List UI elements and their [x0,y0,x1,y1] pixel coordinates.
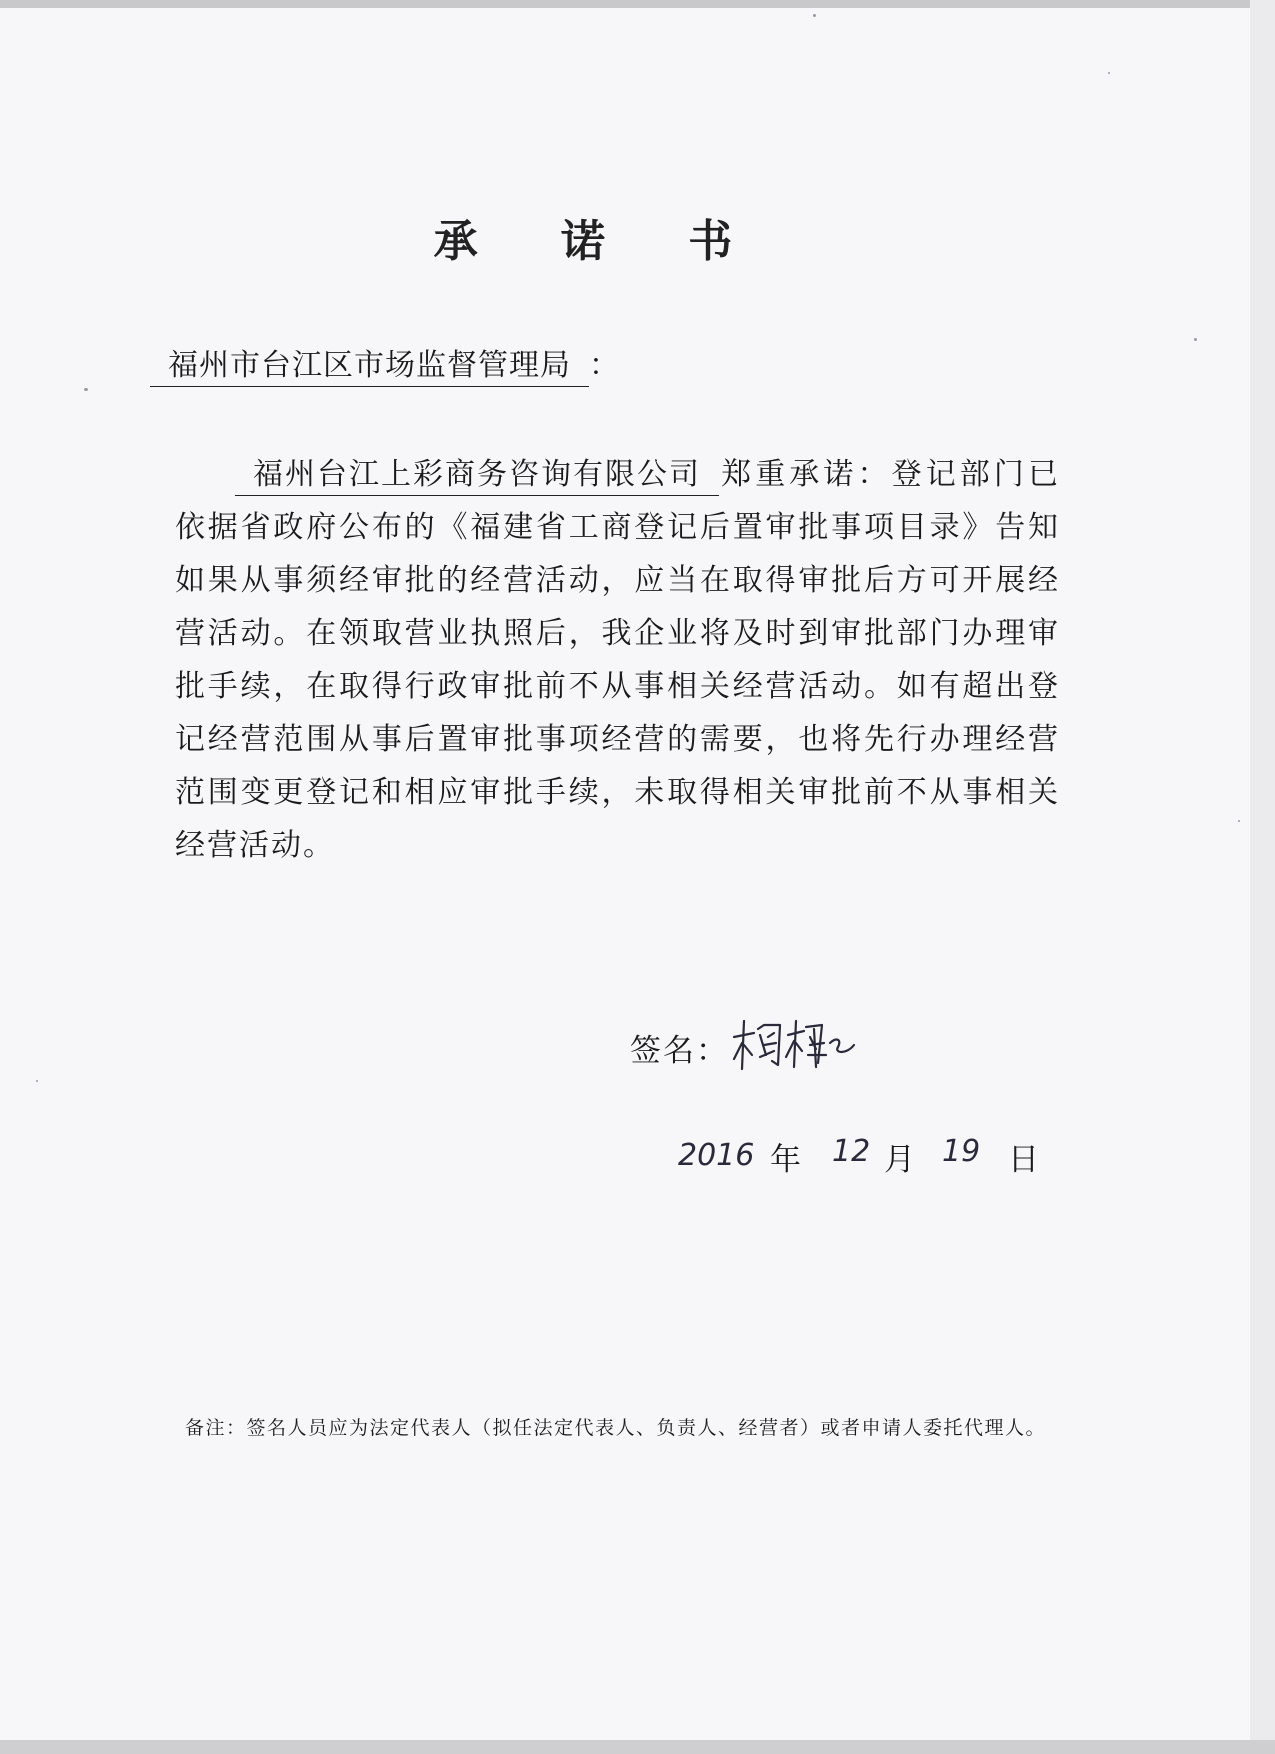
document-title: 承 诺 书 [433,216,767,267]
addressee-colon: ： [589,348,620,383]
date-day-handwritten: 19 [942,1134,981,1169]
remarks-note: 备注：签名人员应为法定代表人（拟任法定代表人、负责人、经营者）或者申请人委托代理人。 [185,1417,1047,1439]
addressee-line [168,340,620,387]
date-year-label: 年 [770,1142,801,1178]
commitment-text: 郑重承诺：登记部门已依据省政府公布的《福建省工商登记后置审批事项目录》告知如果从事须经审批的经营活动，应当在取得审批后方可开展经营活动。在领取营业执照后，我企业将及时到审批部门办理审批手续，在取得行政审批前不从事相关经营活动。如有超出登记经营范围从事后置审批事项经营的需要，也将先行办理经营范围变更登记和相应审批手续，未取得相关审批前不从事相关经营活动。 [175,457,1060,863]
scan-edge-bottom [0,1740,1275,1754]
date-month-handwritten: 12 [832,1134,871,1169]
company-name: 福州台江上彩商务咨询有限公司 [235,455,719,496]
date-day-label: 日 [1008,1142,1039,1178]
commitment-body [175,448,1060,872]
addressee-name: 福州市台江区市场监督管理局 [150,340,589,387]
date-year-handwritten: 2016 [678,1138,755,1173]
signature-scribble [730,1015,860,1075]
scan-edge-top [0,0,1275,8]
date-month-label: 月 [884,1142,915,1178]
handwritten-signature [730,1015,860,1079]
scan-edge-right [1250,0,1275,1754]
signature-label: 签名： [630,1033,729,1069]
